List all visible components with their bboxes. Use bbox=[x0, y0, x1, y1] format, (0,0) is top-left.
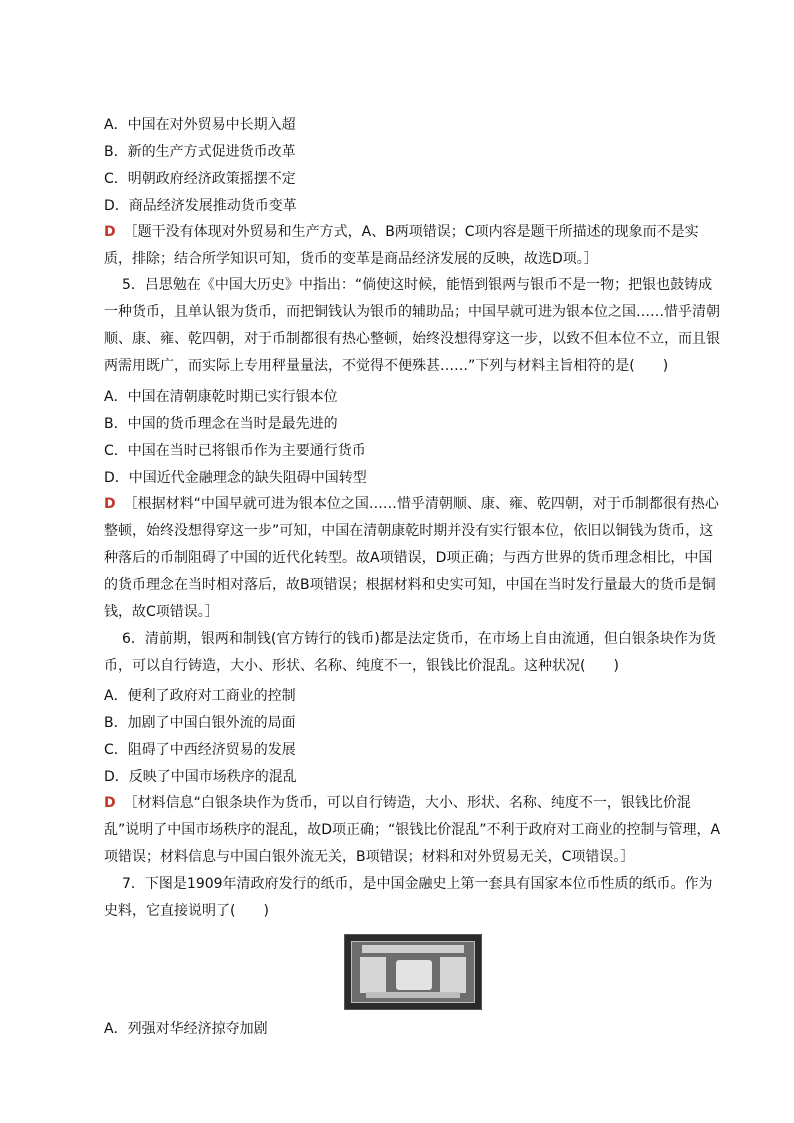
q6-option-b: B．加剧了中国白银外流的局面 bbox=[104, 715, 296, 731]
banknote-face bbox=[351, 941, 475, 1003]
q4-option-d: D．商品经济发展推动货币变革 bbox=[104, 198, 297, 214]
q4-option-a: A．中国在对外贸易中长期入超 bbox=[104, 117, 296, 133]
q5-option-b: B．中国的货币理念在当时是最先进的 bbox=[104, 416, 338, 432]
banknote-right-vignette bbox=[440, 957, 466, 993]
q5-answer-letter: D bbox=[104, 496, 116, 512]
q4-option-b: B．新的生产方式促进货币改革 bbox=[104, 144, 296, 160]
q6-option-d: D．反映了中国市场秩序的混乱 bbox=[104, 769, 297, 785]
q6-answer bbox=[104, 790, 722, 871]
banknote-image bbox=[344, 934, 482, 1010]
banknote-center-denomination bbox=[396, 960, 432, 990]
q5-option-c: C．中国在当时已将银币作为主要通行货币 bbox=[104, 443, 366, 459]
q5-explanation: ［根据材料“中国早就可进为银本位之国……惜乎清朝顺、康、雍、乾四朝，对于币制都很有热心整顿，始终没想得穿这一步”可知，中国在清朝康乾时期并没有实行银本位，依旧以铜钱为货币，这种落后的币制阻碍了中国的近代化转型。故A项错误，D项正确；与西方世界的货币理念相比，中国的货币理念在当时相对落后，故B项错误；根据材料和史实可知，中国在当时发行量最大的货币是铜钱，故C项错误。］ bbox=[104, 496, 719, 620]
q4-answer bbox=[104, 219, 722, 273]
q6-answer-letter: D bbox=[104, 795, 116, 811]
q5-option-d: D．中国近代金融理念的缺失阻碍中国转型 bbox=[104, 470, 367, 486]
q7-option-a: A．列强对华经济掠夺加剧 bbox=[104, 1021, 268, 1037]
q5-option-a: A．中国在清朝康乾时期已实行银本位 bbox=[104, 389, 338, 405]
q6-explanation: ［材料信息“白银条块作为货币，可以自行铸造，大小、形状、名称、纯度不一，银钱比价混乱”说明了中国市场秩序的混乱，故D项正确；“银钱比价混乱”不利于政府对工商业的控制与管理，A项错误；材料信息与中国白银外流无关，B项错误；材料和对外贸易无关，C项错误。］ bbox=[104, 795, 721, 865]
q4-answer-letter: D bbox=[104, 224, 116, 240]
q5-answer bbox=[104, 491, 722, 626]
q7-stem: 7．下图是1909年清政府发行的纸币，是中国金融史上第一套具有国家本位币性质的纸币。作为史料，它直接说明了( ) bbox=[104, 876, 713, 919]
banknote-top-band bbox=[362, 945, 464, 953]
banknote-left-vignette bbox=[360, 957, 386, 993]
q6-option-c: C．阻碍了中西经济贸易的发展 bbox=[104, 742, 296, 758]
q6-option-a: A．便利了政府对工商业的控制 bbox=[104, 688, 296, 704]
q5-stem: 5．吕思勉在《中国大历史》中指出：“倘使这时候，能悟到银两与银币不是一物；把银也鼓铸成一种货币，且单认银为货币，而把铜钱认为银币的辅助品；中国早就可进为银本位之国……惜乎清朝顺、康、雍、乾四朝，对于币制都很有热心整顿，始终没想得穿这一步，以致不但本位不立，而且银两需用既广，而实际上专用秤量量法，不觉得不便殊甚……”下列与材料主旨相符的是( ) bbox=[104, 277, 720, 374]
banknote-bottom-band bbox=[366, 992, 460, 998]
q4-explanation: ［题干没有体现对外贸易和生产方式，A、B两项错误；C项内容是题干所描述的现象而不是实质，排除；结合所学知识可知，货币的变革是商品经济发展的反映，故选D项。］ bbox=[104, 224, 699, 267]
q4-option-c: C．明朝政府经济政策摇摆不定 bbox=[104, 171, 296, 187]
q6-stem: 6．清前期，银两和制钱(官方铸行的钱币)都是法定货币，在市场上自由流通，但白银条块作为货币，可以自行铸造，大小、形状、名称、纯度不一，银钱比价混乱。这种状况( ) bbox=[104, 631, 716, 674]
